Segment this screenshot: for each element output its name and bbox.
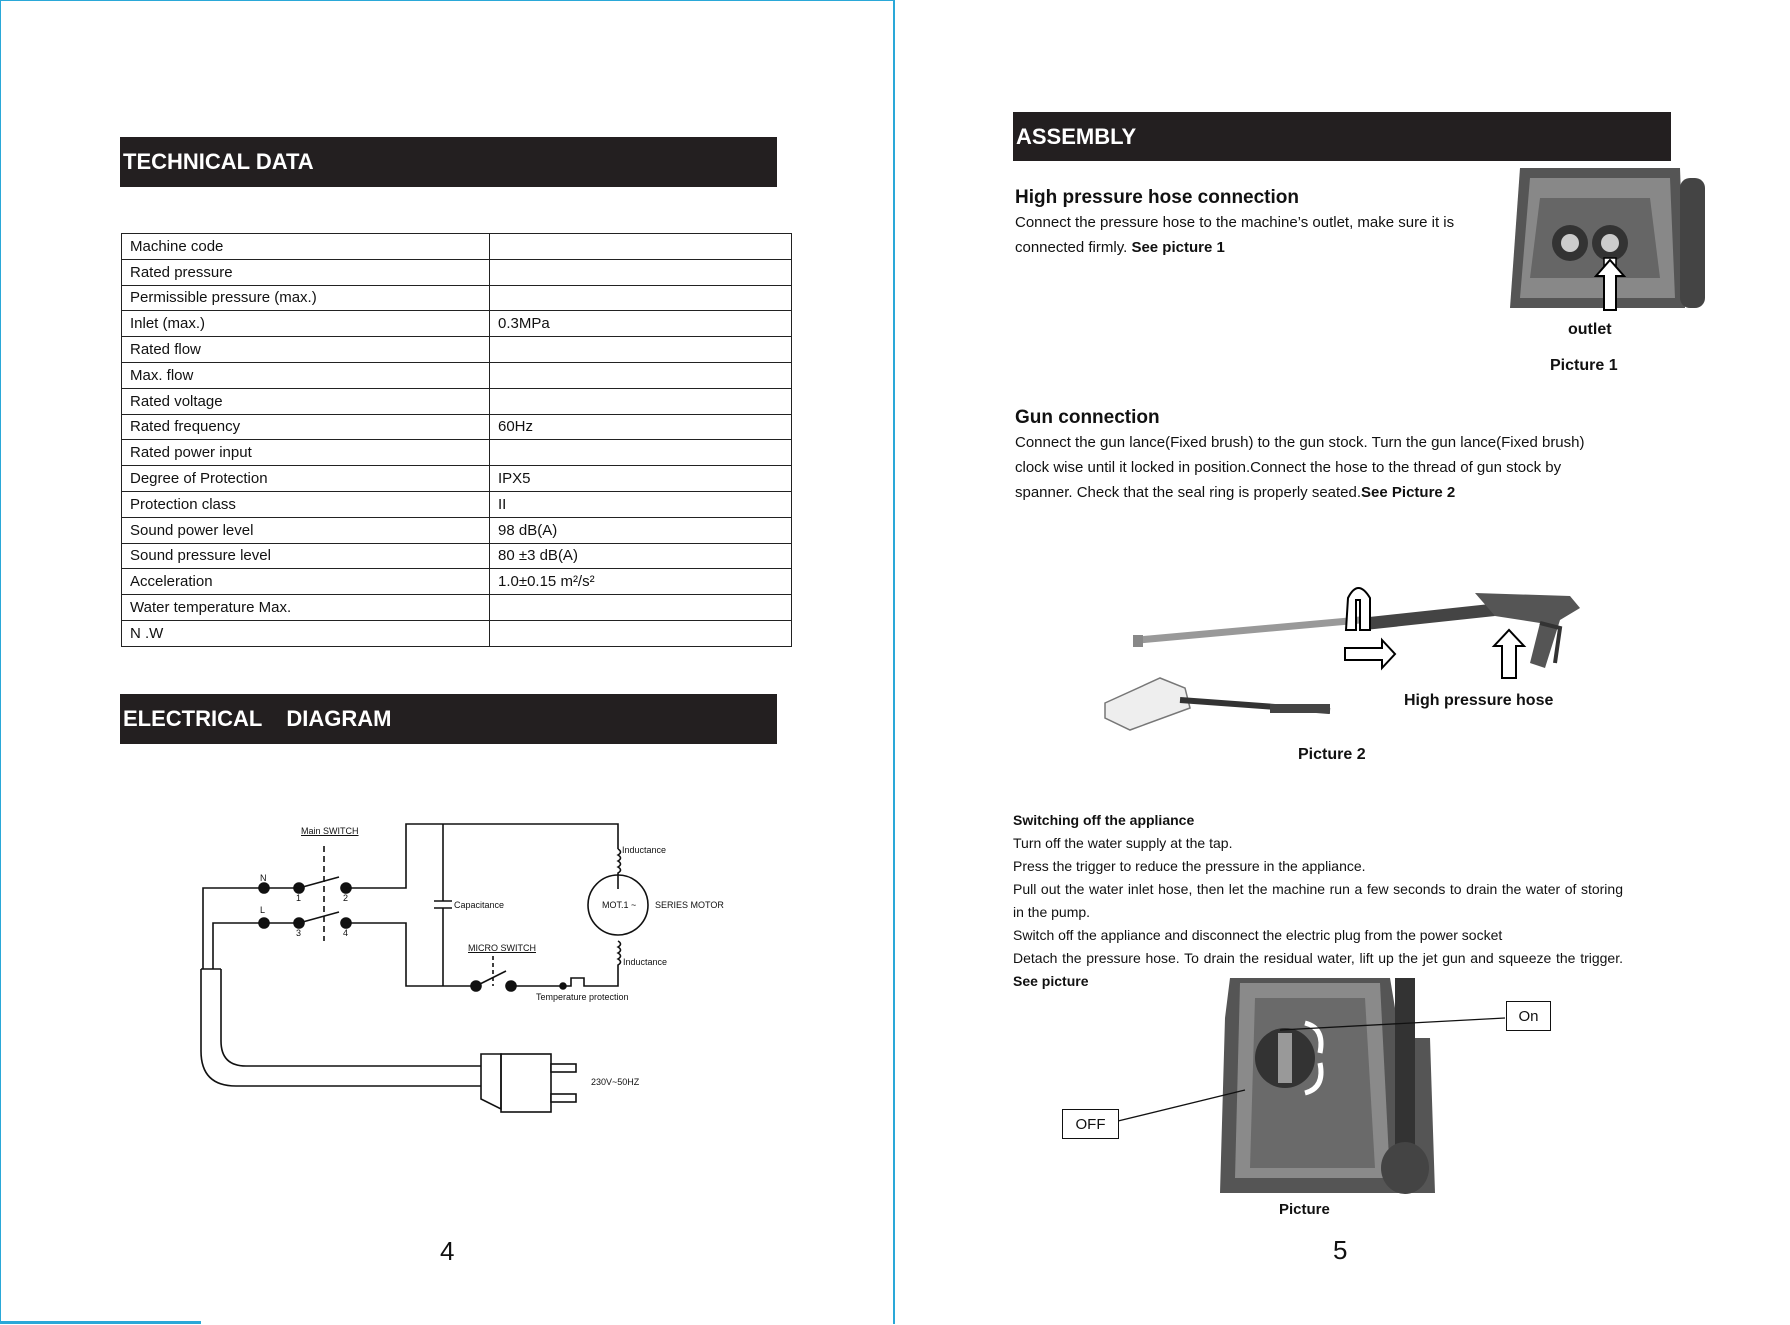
spec-label: Rated flow [122,337,490,363]
spec-label: Sound power level [122,517,490,543]
spec-value: 98 dB(A) [490,517,792,543]
spec-label: Sound pressure level [122,543,490,569]
fixed-brush [1105,678,1190,730]
high-pressure-hose-label: High pressure hose [1404,692,1554,709]
picture-caption: Picture [1279,1201,1330,1218]
spec-value: II [490,491,792,517]
left-page [0,0,895,1324]
spec-label: Rated power input [122,440,490,466]
gun-heading: Gun connection [1015,407,1160,428]
spec-value: 0.3MPa [490,311,792,337]
electrical-diagram-title: ELECTRICAL DIAGRAM [123,706,392,731]
label-micro-switch: MICRO SWITCH [468,943,536,953]
switch-line-1: Turn off the water supply at the tap. [1013,835,1233,851]
spec-label: Rated frequency [122,414,490,440]
spec-label: Acceleration [122,569,490,595]
gun-text-line-3 [1015,480,1455,505]
picture-1-machine-outlet [1500,168,1710,318]
spec-label: Permissible pressure (max.) [122,285,490,311]
picture-2-caption: Picture 2 [1298,746,1366,763]
spec-label: Protection class [122,491,490,517]
spec-label: Water temperature Max. [122,595,490,621]
label-pin-4: 4 [343,928,349,938]
label-pin-3: 3 [296,928,302,938]
hose-text-2: connected firmly. [1015,239,1128,256]
assembly-title: ASSEMBLY [1016,123,1137,149]
switch-heading: Switching off the appliance [1013,812,1195,828]
technical-data-title: TECHNICAL DATA [123,149,314,174]
plug-head [501,1054,551,1112]
label-inductance-top: Inductance [622,845,667,855]
switch-line-4: Switch off the appliance and disconnect the electric plug from the power socket [1013,927,1503,943]
label-motor: MOT.1 ~ [602,900,637,910]
on-label: On [1506,1001,1551,1031]
spec-label: Rated pressure [122,259,490,285]
gun-lance [1138,620,1360,640]
push-arrow-icon [1345,640,1395,668]
switch-line-2: Press the trigger to reduce the pressure in the appliance. [1013,858,1366,874]
picture-machine-switch [1215,978,1445,1198]
electrical-diagram [1,1,896,1325]
plug-body [481,1054,501,1109]
hose-arrow-icon [1494,630,1524,678]
spec-value: IPX5 [490,466,792,492]
page-number-left: 4 [440,1236,455,1266]
spec-label: Degree of Protection [122,466,490,492]
spec-label: Max. flow [122,362,490,388]
switch-line-3: Pull out the water inlet hose, then let the machine run a few seconds to drain the water of storing in the pump. [1013,881,1623,920]
hose-text-line-1: Connect the pressure hose to the machine’s outlet, make sure it is [1015,214,1455,231]
label-l: L [260,905,266,915]
assembly-header [1013,112,1671,161]
spec-label: Inlet (max.) [122,311,490,337]
spec-label: Machine code [122,234,490,260]
picture-1-caption: Picture 1 [1550,357,1618,374]
off-label: OFF [1062,1109,1119,1139]
gun-stock [1360,604,1495,630]
switch-ref: See picture [1013,973,1089,989]
spec-value: 80 ±3 dB(A) [490,543,792,569]
gun-text-3: spanner. Check that the seal ring is properly seated. [1015,484,1362,501]
label-series-motor: SERIES MOTOR [655,900,724,910]
gun-text-line-2: clock wise until it locked in position.Connect the hose to the thread of gun stock by [1015,459,1562,476]
gun-text-ref: See Picture 2 [1361,484,1456,501]
label-temperature-protection: Temperature protection [536,992,629,1002]
label-n: N [260,873,267,883]
label-inductance-bottom: Inductance [623,957,668,967]
label-pin-1: 1 [296,893,302,903]
spec-value: 60Hz [490,414,792,440]
spec-label: Rated voltage [122,388,490,414]
hose-text-ref: See picture 1 [1131,239,1225,256]
spec-label: N .W [122,620,490,646]
hose-heading: High pressure hose connection [1015,187,1299,208]
label-pin-2: 2 [343,893,349,903]
outlet-label: outlet [1568,321,1612,338]
label-capacitance: Capacitance [454,900,505,910]
page-number-right: 5 [1333,1235,1348,1265]
label-supply: 230V~50HZ [591,1077,640,1087]
spec-value: 1.0±0.15 m²/s² [490,569,792,595]
label-main-switch: Main SWITCH [301,826,359,836]
gun-text-line-1: Connect the gun lance(Fixed brush) to the gun stock. Turn the gun lance(Fixed brush) [1015,434,1585,451]
switch-line-5-text: Detach the pressure hose. To drain the residual water, lift up the jet gun and squeeze the trigger. [1013,950,1623,966]
hose-text-line-2 [1015,235,1225,260]
rotate-arrow-icon [1346,588,1370,630]
